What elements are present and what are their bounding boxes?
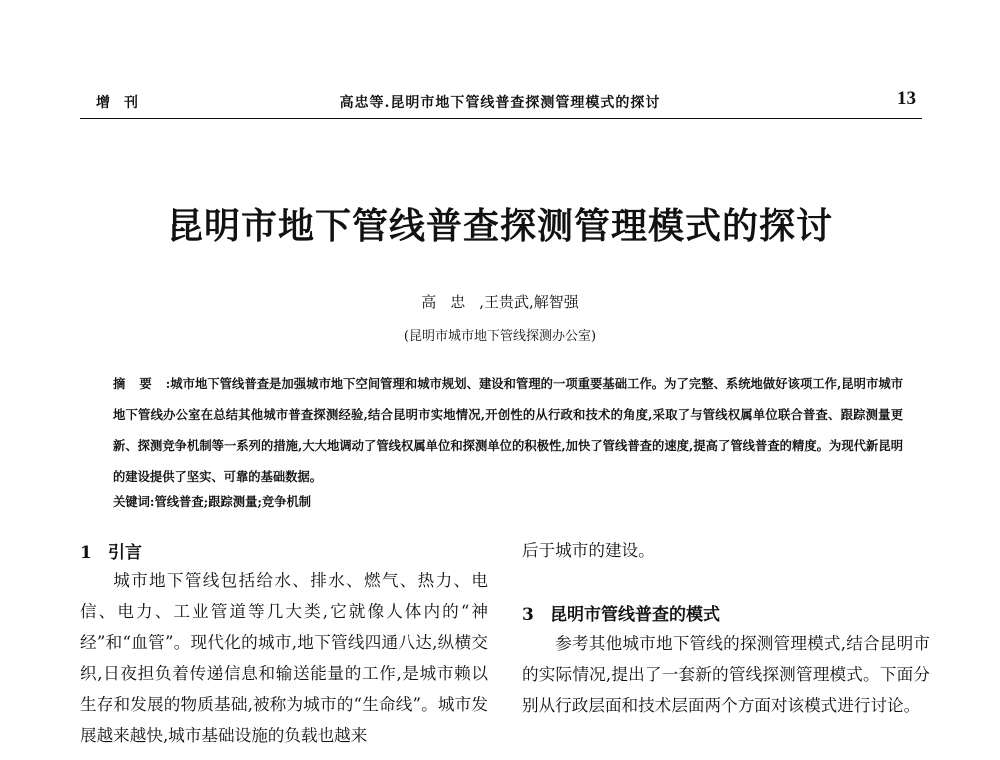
continued-text: 后于城市的建设。 xyxy=(522,541,655,560)
section-1-paragraph: 城市地下管线包括给水、排水、燃气、热力、电信、电力、工业管道等几大类,它就像人体内的“神经”和“血管”。现代化的城市,地下管线四通八达,纵横交织,日夜担负着传递信息和输送能量的工作,是城市赖以生存和发展的物质基础,被称为城市的“生命线”。城市发展越来越快,城市基础设施的负载也越来 xyxy=(80,571,488,745)
first-author: 高忠 xyxy=(421,293,480,311)
journal-issue-label: 增刊 xyxy=(96,95,152,111)
right-column xyxy=(522,535,930,721)
section-1-heading xyxy=(80,538,142,563)
running-title: 高忠等.昆明市地下管线普查探测管理模式的探讨 xyxy=(339,95,661,111)
author-line xyxy=(0,291,1000,312)
running-header xyxy=(80,88,920,116)
abstract xyxy=(113,368,903,492)
section-3-heading xyxy=(522,600,720,625)
left-column xyxy=(80,565,488,751)
section-3-title: 昆明市管线普查的模式 xyxy=(550,605,720,625)
other-authors: ,王贵武,解智强 xyxy=(479,293,579,311)
header-rule xyxy=(80,118,922,119)
section-3-paragraph: 参考其他城市地下管线的探测管理模式,结合昆明市的实际情况,提出了一套新的管线探测管理模式。下面分别从行政层面和技术层面两个方面对该模式进行讨论。 xyxy=(522,634,930,715)
keywords-text: :管线普查;跟踪测量;竞争机制 xyxy=(149,494,312,509)
page-number: 13 xyxy=(897,88,916,109)
abstract-text: :城市地下管线普查是加强城市地下空间管理和城市规划、建设和管理的一项重要基础工作。为了完整、系统地做好该项工作,昆明市城市地下管线办公室在总结其他城市普查探测经验,结合昆明市实地情况,开创性的从行政和技术的角度,采取了与管线权属单位联合普查、跟踪测量更新、探测竞争机制等一系列的措施,大大地调动了管线权属单位和探测单位的积极性,加快了管线普查的速度,提高了管线普查的精度。为现代新昆明的建设提供了坚实、可靠的基础数据。 xyxy=(113,376,903,484)
paper-title: 昆明市地下管线普查探测管理模式的探讨 xyxy=(166,205,833,247)
affiliation: (昆明市城市地下管线探测办公室) xyxy=(403,329,597,344)
section-1-title: 引言 xyxy=(108,543,142,563)
section-3-number: 3 xyxy=(522,605,534,625)
section-1-number: 1 xyxy=(80,543,92,563)
abstract-label: 摘要 xyxy=(113,376,166,391)
keywords-label: 关键词 xyxy=(113,494,150,509)
keywords xyxy=(113,492,311,510)
